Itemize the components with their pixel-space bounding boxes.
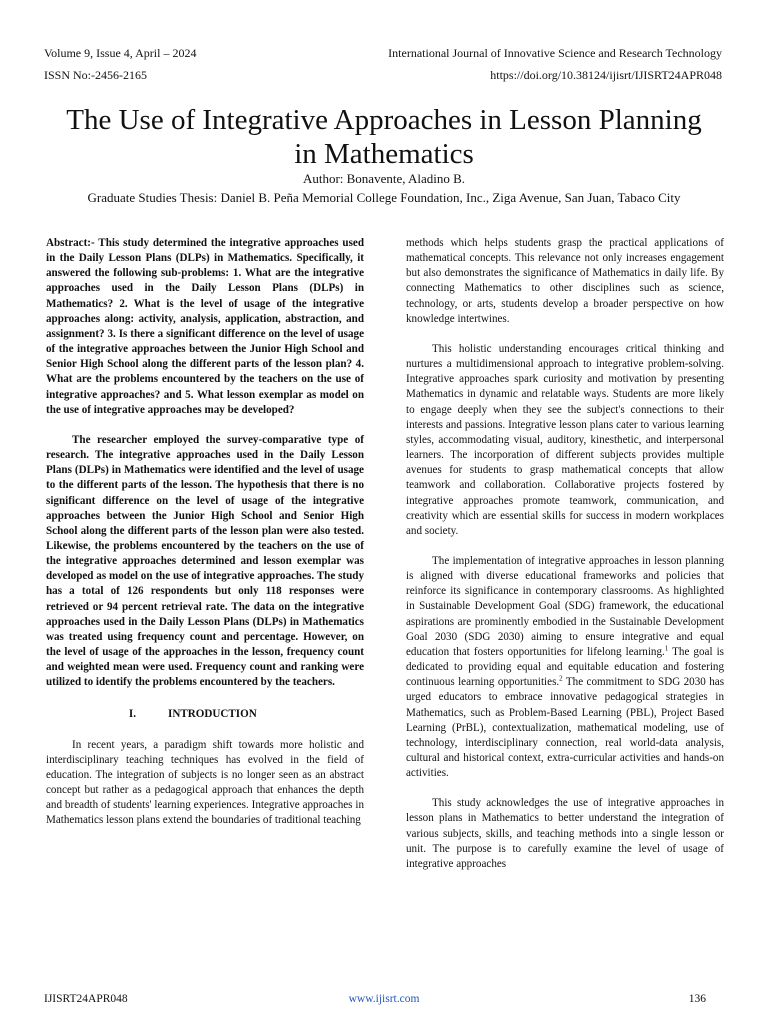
section-title: INTRODUCTION [168, 707, 257, 720]
header-doi-link[interactable]: https://doi.org/10.38124/ijisrt/IJISRT24APR048 [490, 68, 722, 82]
footer-website-link[interactable]: www.ijisrt.com [348, 993, 420, 1005]
right-column [406, 236, 724, 872]
header-journal-name: International Journal of Innovative Science and Research Technology [388, 46, 722, 60]
abstract-paragraph-1 [46, 236, 364, 418]
abstract-text-1: This study determined the integrative approaches used in the Daily Lesson Plans (DLPs) in Mathematics. Specifically, it answered the following sub-problems: 1. What are the integrative approaches used in the Daily Lesson Plans (DLPs) in Mathematics? 2. What is the level of usage of the integrative approaches along: activity, analysis, application, abstraction, and assignment? 3. Is there a significant difference on the level of usage of the integrative approaches between the Junior High School and Senior High School along the different parts of the lesson plan? 4. What are the problems encountered by the teachers on the use of integrative approaches? and 5. What lesson exemplar as model on the use of integrative approaches may be developed? [46, 237, 364, 416]
abstract-paragraph-2: The researcher employed the survey-comparative type of research. The integrative approaches used in the Daily Lesson Plans (DLPs) in Mathematics were identified and the level of usage to the different parts of the lesson. The hypothesis that there is no significant difference on the level of usage of the integrative approaches between the Junior High School and Senior High School along the different parts of the lesson plan were also tested. Likewise, the problems encountered by the teachers on the use of the integrative approaches determined and lesson exemplar was developed as model on the use of integrative approaches. The study has a total of 126 respondents but only 118 responses were retrieved or 94 percent retrieval rate. The data on the integrative approaches used in the Daily Lesson Plans (DLPs) in Mathematics was treated using frequency count and percentage. However, on the level of usage of the approaches in the lesson, frequency count and weighted mean were used. Frequency count and ranking were utilized to identify the problems encountered by the teachers. [46, 433, 364, 689]
left-column [46, 236, 364, 829]
header-volume: Volume 9, Issue 4, April – 2024 [44, 46, 197, 60]
body-paragraph-1: methods which helps students grasp the practical applications of mathematical concepts. This relevance not only increases engagement but also demonstrates the significance of Mathematics in daily life. By connecting Mathematics to other disciplines such as science, technology, or arts, students develop a broader perspective on how knowledge intertwines. [406, 237, 724, 325]
body-paragraph-3-part-b: The goal is dedicated to providing equal and equitable education and fostering continuous learning opportunities. [406, 645, 724, 689]
footer-page-number: 136 [688, 993, 706, 1005]
body-paragraph-3-part-c: The commitment to SDG 2030 has urged educators to embrace innovative pedagogical strategies in Mathematics, such as Problem-Based Learning (PBL), Project Based Learning (PrBL), contextualization, mathematical modeling, use of technology, interdisciplinary connection, real world-data analysis, cultural and historical context, extra-curricular activities and hands-on activities. [406, 676, 725, 780]
footer-paper-id: IJISRT24APR048 [44, 993, 128, 1005]
body-paragraph-3-part-a: The implementation of integrative approaches in lesson planning is aligned with diverse educational frameworks and policies that reinforce its significance in contemporary classrooms. As highlighted in Sustainable Development Goal (SDG) framework, the educational aspirations are prominently embodied in the Sustainable Development Goal 2030 (SDG 2030) aiming to ensure integrative and equal education that fosters opportunities for lifelong learning. [406, 554, 724, 658]
footnote-ref-1[interactable]: 1 [664, 644, 669, 653]
footnote-ref-2[interactable]: 2 [559, 674, 563, 683]
body-paragraph-2: This holistic understanding encourages critical thinking and nurtures a multidimensional approach to integrative problem-solving. Integrative approaches spark curiosity and motivation by presenting Mathematics in dynamic and relatable ways. Students are more likely to engage deeply when they see the subject's connections to their interests and passions. Integrative lesson plans cater to various learning styles, accommodating visual, auditory, kinesthetic, and interpersonal learners. The incorporation of different subjects provides multiple avenues for students to grasp mathematical concepts that allow teamwork and collaboration. Collaborative projects fostered by integrative approaches promote teamwork, communication, and creativity which are essential skills for success in modern workplaces and society. [406, 342, 724, 537]
paper-affiliation: Graduate Studies Thesis: Daniel B. Peña Memorial College Foundation, Inc., Ziga Avenue, San Juan, Tabaco City [87, 190, 681, 205]
body-paragraph-3 [406, 554, 724, 781]
paper-author: Author: Bonavente, Aladino B. [302, 171, 466, 186]
abstract-label: Abstract:- [46, 237, 95, 249]
intro-paragraph-1: In recent years, a paradigm shift towards more holistic and interdisciplinary teaching techniques has evolved in the field of education. The integration of subjects is no longer seen as an abstract concept but rather as a pedagogical approach that enhances the depth and breadth of students' learning experiences. Integrative approaches in Mathematics lesson plans extend the boundaries of traditional teaching [46, 738, 364, 827]
paper-title: The Use of Integrative Approaches in Lesson Planning in Mathematics [66, 104, 702, 170]
body-paragraph-4: This study acknowledges the use of integrative approaches in lesson plans in Mathematics to better understand the integration of various subjects, skills, and teaching methods into a single lesson or unit. The purpose is to carefully examine the level of usage of integrative approaches [406, 797, 724, 870]
section-number: I. [128, 707, 136, 720]
header-issn: ISSN No:-2456-2165 [44, 68, 148, 82]
section-heading-introduction [46, 707, 364, 722]
